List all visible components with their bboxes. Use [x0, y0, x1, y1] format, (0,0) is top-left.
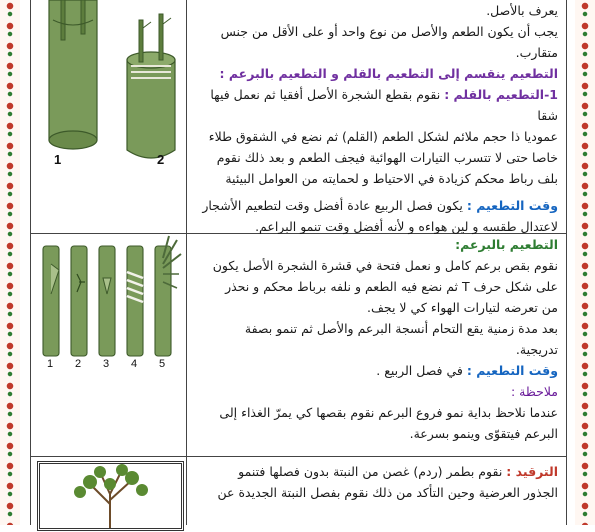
pen-grafting-figure: [31, 0, 186, 233]
step-label-2: 2: [75, 358, 82, 370]
table-row-layering: [31, 457, 566, 525]
pen-grafting-heading: التطعيم بالقلم :: [444, 87, 545, 102]
layering-text: [187, 457, 566, 525]
grafting-time-line-1: [195, 195, 558, 216]
note-heading: ملاحظة :: [510, 384, 558, 399]
requirement-line-cont: متقارب.: [515, 45, 558, 60]
layering-plant-figure: [40, 464, 181, 528]
step-label-5: 5: [159, 358, 166, 370]
figure-label-1: 1: [54, 152, 62, 167]
layering-text-1: نقوم بطمر (ردم) غصن من النبتة بدون فصلها فتنمو: [238, 464, 503, 479]
layering-illustration: [31, 457, 187, 525]
pen-grafting-line-1: [195, 84, 558, 126]
pen-grafting-illustration: [31, 0, 187, 233]
note-line-2: البرعم فيتقوّى وينمو بسرعة.: [409, 426, 558, 441]
pen-grafting-line-2: عموديا ذا حجم ملائم لشكل الطعم (القلم) ثم نضع في الشقوق طلاء: [208, 129, 558, 144]
pen-grafting-number: 1-: [544, 87, 558, 102]
layering-heading: الترقيد :: [506, 464, 558, 479]
bud-time-text: في فصل الربيع .: [376, 363, 463, 378]
layering-line-2: الجذور العرضية وحين التأكد من ذلك نقوم بفصل النبتة الجديدة عن: [217, 485, 558, 500]
bud-grafting-figure: [31, 234, 186, 456]
table-row-pen-grafting: [31, 0, 566, 234]
bud-grafting-line-5: تدريجية.: [515, 342, 558, 357]
decorative-border-left: [0, 0, 20, 525]
step-label-4: 4: [131, 358, 138, 370]
step-label-1: 1: [47, 358, 54, 370]
note-line-1: عندما نلاحظ بداية نمو فروع البرعم نقوم بقصها كي يمرّ الغذاء إلى: [219, 405, 558, 420]
known-as-line: يعرف بالأصل.: [486, 3, 558, 18]
table-row-bud-grafting: [31, 234, 566, 457]
document-table: [30, 0, 567, 525]
bud-grafting-illustration: [31, 234, 187, 456]
step-label-3: 3: [103, 358, 110, 370]
layering-figure-frame: [37, 461, 184, 531]
figure-label-2: 2: [157, 152, 165, 167]
pen-grafting-line-3: خاصا حتى لا تتسرب التيارات الهوائية فيجف الطعم و بعد ذلك نقوم: [216, 150, 558, 165]
pen-grafting-line-4: بلف رباط محكم كزيادة في الاحتياط و لحمايته من العوامل البيئية: [225, 171, 558, 186]
requirement-line: يجب أن يكون الطعم والأصل من نوع واحد أو على الأقل من جنس: [220, 24, 558, 39]
division-heading: التطعيم ينقسم إلى التطعيم بالقلم و التطعيم بالبرعم :: [219, 66, 558, 81]
bud-grafting-line-2: على شكل حرف T ثم نضع فيه الطعم و نلفه برباط محكم و نحذر: [225, 279, 558, 294]
bud-grafting-line-1: نقوم بقص برعم كامل و نعمل فتحة في قشرة الشجرة الأصل يكون: [212, 258, 558, 273]
bud-time-line: [195, 360, 558, 381]
bud-grafting-heading: التطعيم بالبرعم:: [455, 237, 558, 252]
bud-grafting-text: [187, 234, 566, 456]
layering-line-1: [195, 461, 558, 482]
decorative-border-right: [575, 0, 595, 525]
bud-grafting-line-4: بعد مدة زمنية يقع التحام أنسجة البرعم والأصل ثم تنمو بصفة: [244, 321, 558, 336]
grafting-time-heading: وقت التطعيم :: [466, 198, 558, 213]
bud-time-heading: وقت التطعيم :: [466, 363, 558, 378]
grafting-time-text-1: يكون فصل الربيع عادة أفضل وقت لتطعيم الأشجار: [202, 198, 463, 213]
pen-grafting-text-1: نقوم بقطع الشجرة الأصل أفقيا ثم نعمل فيها شقا: [210, 87, 558, 123]
bud-grafting-line-3: من تعرضه لتيارات الهواء كي لا يجف.: [366, 300, 558, 315]
pen-grafting-text: [187, 0, 566, 233]
grafting-time-line-2: لاعتدال طقسه و لين هواءه و لأنه أفضل وقت تنمو البراعم.: [255, 219, 558, 234]
